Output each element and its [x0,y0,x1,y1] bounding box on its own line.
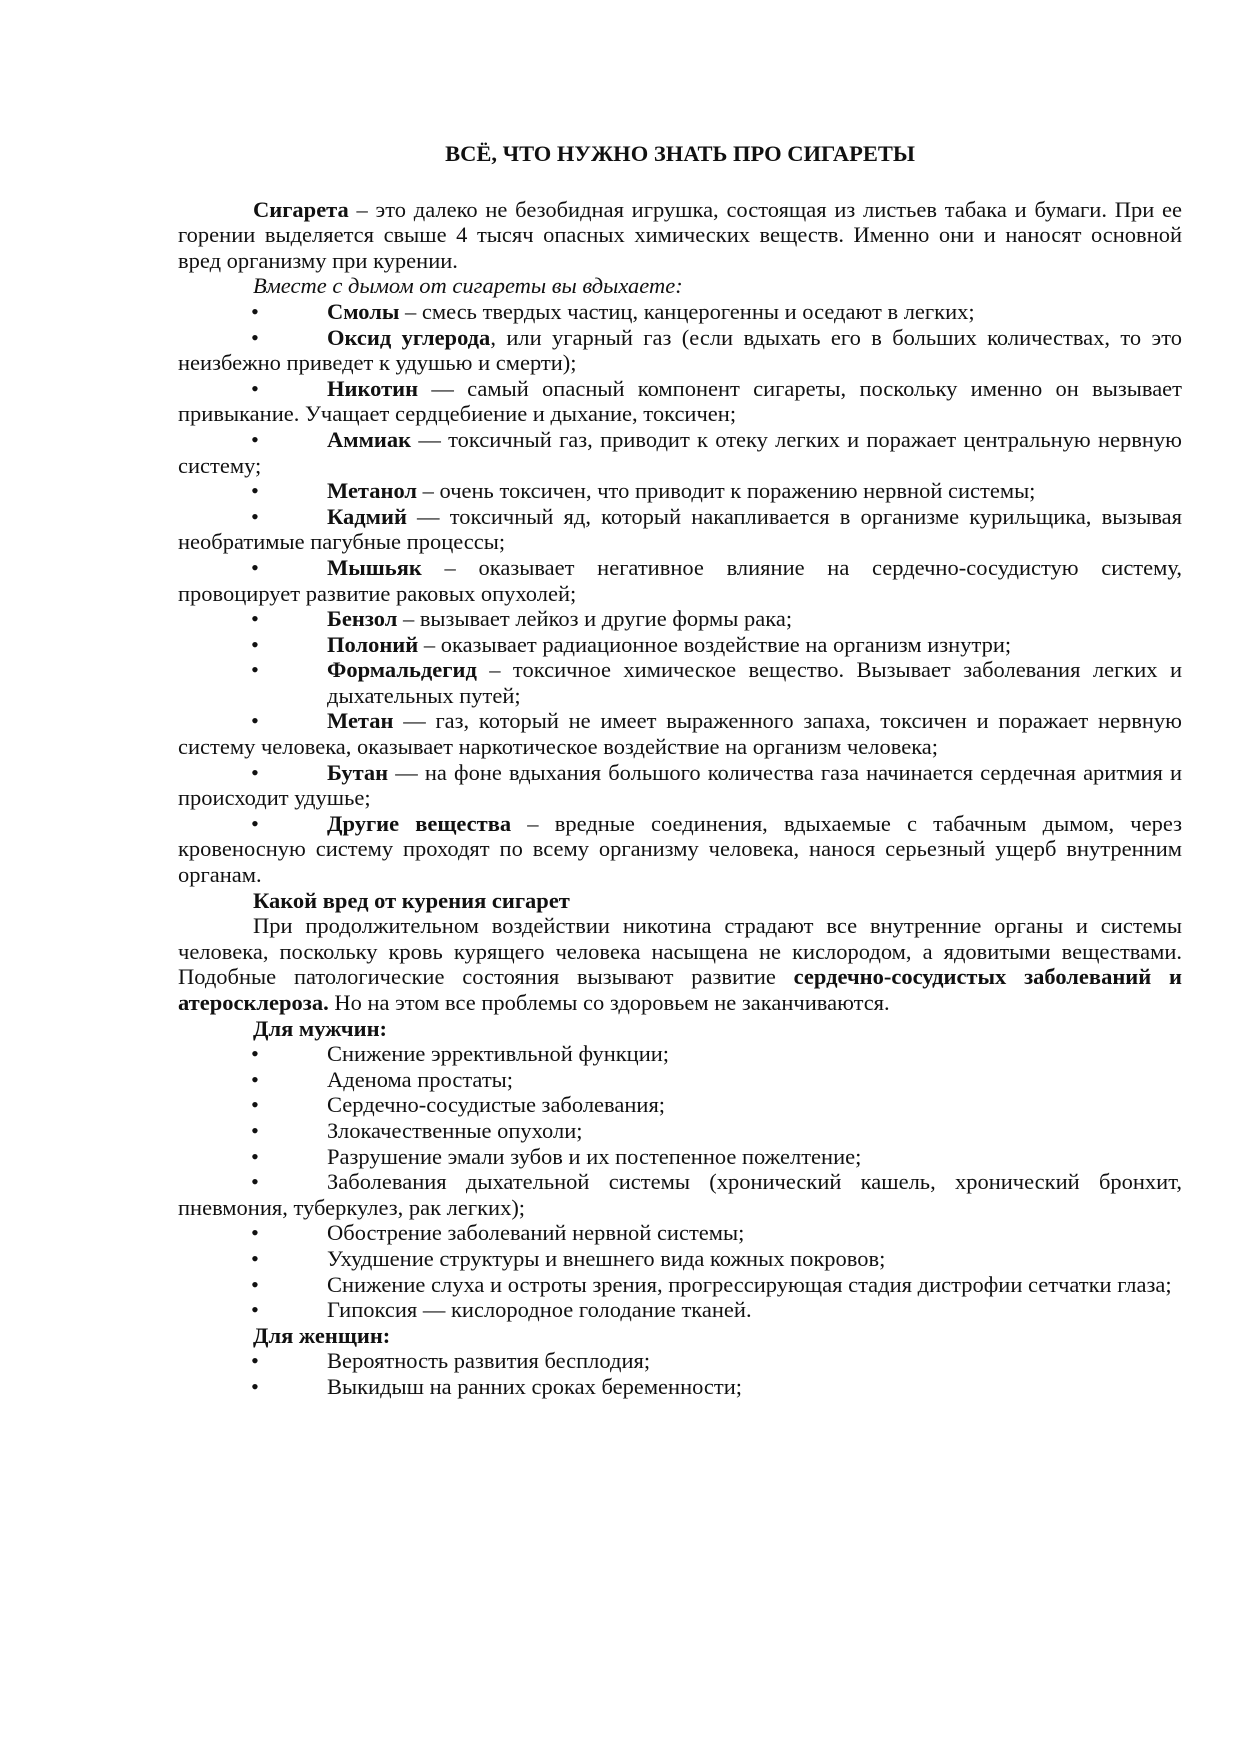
list-item [178,1144,1182,1170]
bullet-icon: • [251,1373,259,1399]
list-item-text: Гипоксия — кислородное голодание тканей. [327,1297,752,1323]
list-item [178,504,1182,555]
bullet-icon: • [251,503,259,529]
list-item-text: Вероятность развития бесплодия; [327,1348,651,1374]
bullet-icon: • [251,708,259,734]
list-item [178,1272,1182,1298]
list-item-text: Снижение слуха и остроты зрения, прогрессирующая стадия дистрофии сетчатки глаза; [327,1271,1172,1297]
list-item [178,1220,1182,1246]
bullet-icon: • [251,1169,259,1195]
substance-text: — газ, который не имеет выраженного запаха, токсичен и поражает нервную систему человека, оказывает наркотическое воздействие на организм человека; [178,708,1182,760]
bullet-icon: • [251,631,259,657]
substances-list [178,299,1182,888]
intro-paragraph [178,197,1182,274]
bullet-icon: • [251,1143,259,1169]
list-item [178,1041,1182,1067]
substance-text: — самый опасный компонент сигареты, поскольку именно он вызывает привыкание. Учащает сердцебиение и дыхание, токсичен; [178,375,1182,427]
list-item [178,632,1182,658]
substance-term: Мышьяк [327,554,422,580]
bullet-icon: • [251,1117,259,1143]
list-item [178,1092,1182,1118]
substance-text: – вызывает лейкоз и другие формы рака; [397,606,793,632]
substance-term: Никотин [327,375,419,401]
intro-text: – это далеко не безобидная игрушка, состоящая из листьев табака и бумаги. При ее горении выделяется свыше 4 тысяч опасных химических веществ. Именно они и наносят основной вред организму при курении. [178,196,1182,273]
harm-text: При продолжительном воздействии никотина страдают все внутренние органы и системы человека, поскольку кровь курящего человека насыщена не кислородом, а ядовитыми веществами. Подобные патологические состояния вызывают развитие [178,913,1182,990]
substance-term: Другие вещества [327,810,512,836]
men-list [178,1041,1182,1323]
bullet-icon: • [251,1041,259,1067]
harm-bold-text: сердечно-сосудистых заболеваний и атеросклероза. [178,964,1182,1015]
harm-text: Но на этом все проблемы со здоровьем не заканчиваются. [328,990,890,1015]
list-item [178,376,1182,427]
bullet-icon: • [251,1297,259,1323]
list-item-text: Сердечно-сосудистые заболевания; [327,1092,666,1118]
list-item [178,811,1182,888]
substance-text: — токсичный газ, приводит к отеку легких и поражает центральную нервную систему; [178,426,1182,478]
bullet-icon: • [251,1220,259,1246]
men-heading: Для мужчин: [253,1015,388,1041]
list-item [178,555,1182,606]
list-item [178,760,1182,811]
women-heading: Для женщин: [253,1322,391,1348]
substance-text: – смесь твердых частиц, канцерогенны и оседают в легких; [399,298,975,324]
bullet-icon: • [251,1245,259,1271]
list-item [178,1374,1182,1400]
list-item [178,606,1182,632]
substance-term: Кадмий [327,503,407,529]
women-list [178,1348,1182,1399]
list-item [178,299,1182,325]
substance-term: Полоний [327,631,419,657]
list-item [178,1297,1182,1323]
substance-text: – оказывает негативное влияние на сердечно-сосудистую систему, провоцирует развитие раковых опухолей; [178,554,1182,606]
substance-text: — на фоне вдыхания большого количества газа начинается сердечная аритмия и происходит удушье; [178,759,1182,811]
list-item [178,1246,1182,1272]
substance-term: Аммиак [327,426,412,452]
bullet-icon: • [251,324,259,350]
substance-text: — токсичный яд, который накапливается в организме курильщика, вызывая необратимые пагубные процессы; [178,503,1182,555]
list-item [178,1169,1182,1220]
substance-term: Метанол [327,478,418,504]
substance-term: Смолы [327,298,400,324]
list-item [178,708,1182,759]
list-item [178,478,1182,504]
list-item [178,1118,1182,1144]
bullet-icon: • [251,657,259,683]
harm-heading: Какой вред от курения сигарет [253,887,570,913]
bullet-icon: • [251,1348,259,1374]
list-item-text: Заболевания дыхательной системы (хронический кашель, хронический бронхит, пневмония, туберкулез, рак легких); [178,1169,1182,1220]
list-item-text: Снижение эррективльной функции; [327,1041,670,1067]
list-item-text: Разрушение эмали зубов и их постепенное пожелтение; [327,1143,862,1169]
substance-term: Бензол [327,606,398,632]
list-item-text: Злокачественные опухоли; [327,1117,583,1143]
document-title: ВСЁ, ЧТО НУЖНО ЗНАТЬ ПРО СИГАРЕТЫ [445,141,915,166]
list-item [178,427,1182,478]
bullet-icon: • [251,426,259,452]
list-item [178,657,1182,708]
list-item-text: Ухудшение структуры и внешнего вида кожных покровов; [327,1245,886,1271]
document-page [178,141,1182,1400]
list-item [178,325,1182,376]
substance-text: – оказывает радиационное воздействие на организм изнутри; [418,631,1012,657]
inhale-heading: Вместе с дымом от сигареты вы вдыхаете: [253,273,683,299]
list-item [178,1348,1182,1374]
substance-text: – вредные соединения, вдыхаемые с табачным дымом, через кровеносную систему проходят по всему организму человека, нанося серьезный ущерб внутренним органам. [178,810,1183,888]
substance-term: Бутан [327,759,389,785]
substance-term: Формальдегид [327,657,477,683]
bullet-icon: • [251,810,259,836]
harm-paragraph [178,913,1182,1015]
list-item [178,1067,1182,1093]
substance-text: , или угарный газ (если вдыхать его в больших количествах, то это неизбежно приведет к удушью и смерти); [178,324,1182,376]
bullet-icon: • [251,298,259,324]
substance-text: – токсичное химическое вещество. Вызывает заболевания легких и дыхательных путей; [327,657,1182,708]
list-item-text: Выкидыш на ранних сроках беременности; [327,1373,743,1399]
substance-term: Оксид углерода [327,324,491,350]
bullet-icon: • [251,606,259,632]
bullet-icon: • [251,375,259,401]
bullet-icon: • [251,1066,259,1092]
substance-text: – очень токсичен, что приводит к поражению нервной системы; [417,478,1036,504]
bullet-icon: • [251,554,259,580]
list-item-text: Обострение заболеваний нервной системы; [327,1220,745,1246]
intro-term: Сигарета [253,196,349,222]
bullet-icon: • [251,478,259,504]
bullet-icon: • [251,1271,259,1297]
bullet-icon: • [251,1092,259,1118]
list-item-text: Аденома простаты; [327,1066,514,1092]
bullet-icon: • [251,759,259,785]
substance-term: Метан [327,708,394,734]
